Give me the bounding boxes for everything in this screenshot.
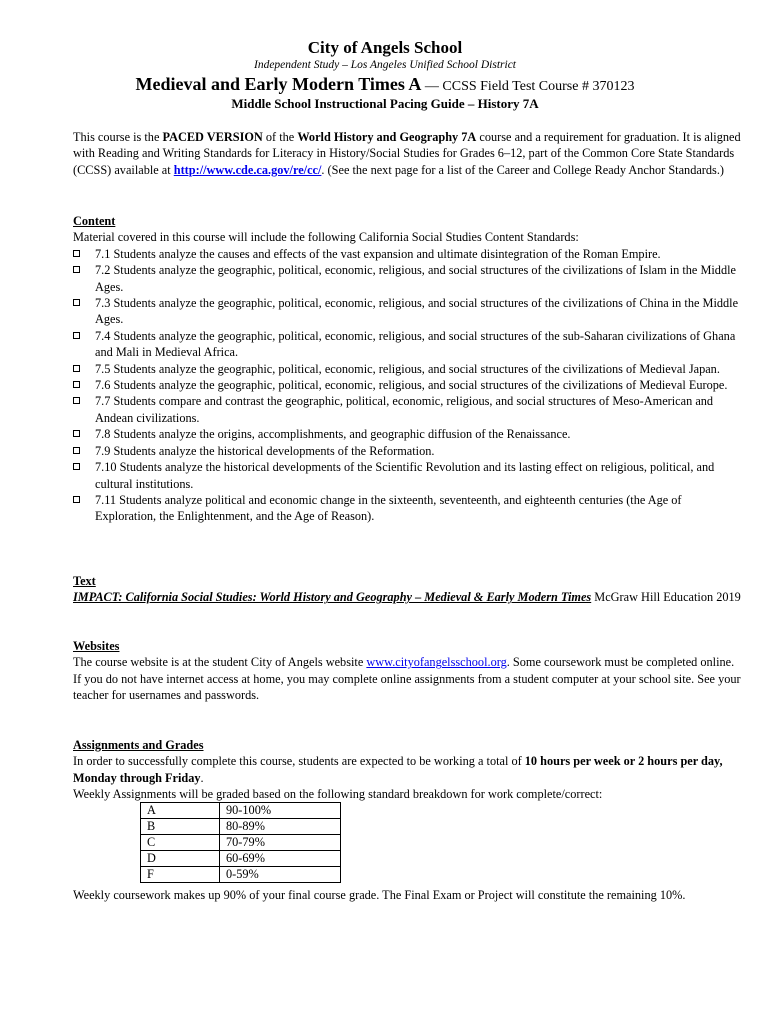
content-section — [73, 213, 743, 525]
websites-heading: Websites — [73, 639, 120, 653]
standard-text: 7.6 Students analyze the geographic, political, economic, religious, and social structures of the civilizations of Medieval Europe. — [95, 378, 728, 393]
table-row — [141, 851, 341, 867]
list-item — [73, 492, 743, 525]
grade-letter: C — [141, 835, 220, 851]
assignments-heading: Assignments and Grades — [73, 738, 204, 752]
assignments-text-1: In order to successfully complete this course, students are expected to be working a total of — [73, 754, 525, 769]
grade-range: 90-100% — [220, 803, 341, 819]
standard-text: 7.8 Students analyze the origins, accomplishments, and geographic diffusion of the Renaissance. — [95, 427, 571, 442]
websites-text-2: . Some coursework must be completed online. If you do not have internet access at home, you may complete online assignments from a student computer at your school site. See your teacher for usernames and passwords. — [73, 655, 741, 703]
list-item — [73, 361, 743, 377]
websites-paragraph — [73, 654, 743, 703]
checkbox-bullet-icon — [73, 250, 80, 257]
table-row — [141, 835, 341, 851]
table-row — [141, 819, 341, 835]
text-heading: Text — [73, 574, 96, 588]
course-title — [0, 74, 770, 95]
assignments-text-2: . — [200, 770, 204, 785]
table-row — [141, 803, 341, 819]
standard-text: 7.4 Students analyze the geographic, political, economic, religious, and social structures of the sub-Saharan civilizations of Ghana and Mali in Medieval Africa. — [95, 328, 736, 360]
list-item — [73, 246, 743, 262]
grade-range: 60-69% — [220, 851, 341, 867]
checkbox-bullet-icon — [73, 332, 80, 339]
checkbox-bullet-icon — [73, 496, 80, 503]
standard-text: 7.1 Students analyze the causes and effects of the vast expansion and ultimate disintegration of the Roman Empire. — [95, 246, 661, 261]
checkbox-bullet-icon — [73, 299, 80, 306]
checkbox-bullet-icon — [73, 365, 80, 372]
textbook-title: IMPACT: California Social Studies: World History and Geography – Medieval & Early Modern Times — [73, 590, 592, 605]
checkbox-bullet-icon — [73, 430, 80, 437]
assignments-paragraph — [73, 753, 743, 786]
weekly-assignments-text: Weekly Assignments will be graded based on the following standard breakdown for work complete/correct: — [73, 787, 603, 802]
standard-text: 7.10 Students analyze the historical developments of the Scientific Revolution and its lasting effect on religious, political, and cultural institutions. — [95, 460, 715, 491]
grade-range: 70-79% — [220, 835, 341, 851]
checkbox-bullet-icon — [73, 397, 80, 404]
grade-letter: A — [141, 803, 220, 819]
list-item — [73, 459, 743, 492]
assignments-hours: 10 hours per week or 2 hours per day, Monday through Friday — [73, 754, 723, 785]
intro-text-3: course and a requirement for graduation. It is aligned with Reading and Writing Standards for Literacy in History/Social Studies for Grades 6–12, part of the Common Core State Standards (CCSS) available at — [73, 130, 741, 177]
ccss-link[interactable]: http://www.cde.ca.gov/re/cc/ — [173, 162, 322, 177]
textbook-citation — [73, 589, 743, 605]
content-lead: Material covered in this course will include the following California Social Studies Content Standards: — [73, 230, 579, 245]
standard-text: 7.2 Students analyze the geographic, political, economic, religious, and social structures of the civilizations of Islam in the Middle Ages. — [95, 263, 736, 294]
standard-text: 7.5 Students analyze the geographic, political, economic, religious, and social structures of the civilizations of Medieval Japan. — [95, 361, 720, 376]
school-website-link[interactable]: www.cityofangelsschool.org — [366, 655, 507, 670]
checkbox-bullet-icon — [73, 463, 80, 470]
school-name: City of Angels School — [307, 38, 463, 57]
list-item — [73, 393, 743, 426]
grade-letter: D — [141, 851, 220, 867]
grade-table — [140, 802, 341, 883]
list-item — [73, 295, 743, 328]
table-row — [141, 867, 341, 883]
standard-text: 7.3 Students analyze the geographic, political, economic, religious, and social structures of the civilizations of China in the Middle Ages. — [95, 296, 739, 327]
checkbox-bullet-icon — [73, 266, 80, 273]
standard-text: 7.11 Students analyze political and economic change in the sixteenth, seventeenth, and eighteenth centuries (the Age of Exploration, the Enlightenment, and the Age of Reason). — [95, 492, 682, 524]
grade-letter: F — [141, 867, 220, 883]
standards-list — [73, 246, 743, 525]
websites-text-1: The course website is at the student City of Angels website — [73, 655, 367, 670]
text-section — [73, 573, 743, 606]
intro-paragraph — [73, 129, 743, 178]
list-item — [73, 426, 743, 442]
standard-text: 7.9 Students analyze the historical developments of the Reformation. — [95, 443, 435, 458]
district-subtitle: Independent Study – Los Angeles Unified School District — [253, 59, 516, 71]
course-title-sub: — CCSS Field Test Course # 370123 — [421, 79, 635, 94]
intro-text-1: This course is the — [73, 130, 163, 144]
list-item — [73, 328, 743, 361]
list-item — [73, 377, 743, 393]
checkbox-bullet-icon — [73, 381, 80, 388]
websites-section — [73, 638, 743, 704]
grade-letter: B — [141, 819, 220, 835]
textbook-publisher: McGraw Hill Education 2019 — [591, 590, 741, 605]
grade-range: 0-59% — [220, 867, 341, 883]
course-title-main: Medieval and Early Modern Times A — [135, 74, 422, 94]
intro-bold-1: PACED VERSION — [162, 130, 263, 144]
standard-text: 7.7 Students compare and contrast the geographic, political, economic, religious, and social structures of Meso-American and Andean civilizations. — [95, 394, 714, 425]
grade-range: 80-89% — [220, 819, 341, 835]
checkbox-bullet-icon — [73, 447, 80, 454]
list-item — [73, 262, 743, 295]
intro-text-2: of the — [262, 130, 298, 144]
content-heading: Content — [73, 214, 116, 228]
list-item — [73, 443, 743, 459]
pacing-guide-title: Middle School Instructional Pacing Guide – History 7A — [231, 96, 539, 111]
intro-text-4: . (See the next page for a list of the Career and College Ready Anchor Standards.) — [321, 162, 724, 177]
final-grade-paragraph: Weekly coursework makes up 90% of your final course grade. The Final Exam or Project will constitute the remaining 10%. — [73, 888, 686, 902]
intro-bold-2: World History and Geography 7A — [297, 130, 477, 144]
assignments-section — [73, 737, 743, 803]
